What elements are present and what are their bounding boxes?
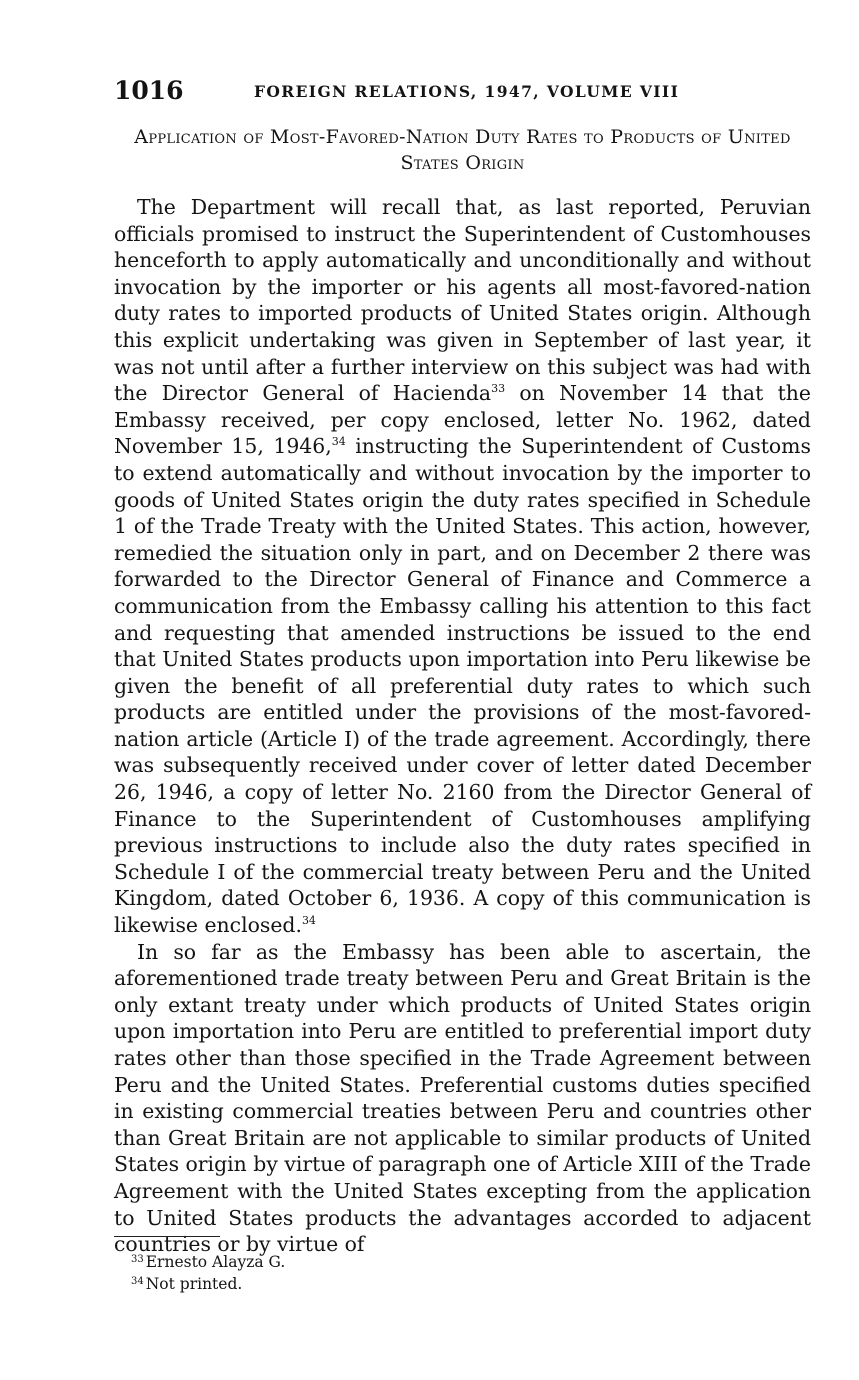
footnote-mark: 33 [131,1254,144,1265]
paragraph [114,194,811,939]
paragraph-text: The Department will recall that, as last reported, Peruvian officials promised to instruct the Superintendent of Customhouses henceforth to apply automatically and unconditionally and without invocation by the importer or his agents all most-favored-nation duty rates to imported products of United States origin. Although this explicit undertaking was given in September of last year, it was not until after a further interview on this subject was had with the Director General of Hacienda [114,195,811,406]
paragraph-text: on November 14 that the Embassy received, per copy enclosed, letter No. 1962, dated November 15, 1946, [114,381,811,459]
footnote-ref: 34 [301,914,316,928]
running-title: FOREIGN RELATIONS, 1947, VOLUME VIII [254,82,680,101]
page-number: 1016 [114,76,184,105]
footnote-ref: 34 [331,435,346,449]
paragraph-text: instructing the Superintendent of Customs to extend automatically and without invocation by the importer to goods of United States origin the duty rates specified in Schedule 1 of the Trade Treaty with the United States. This action, however, remedied the situation only in part, and on December 2 there was forwarded to the Director General of Finance and Commerce a communication from the Embassy calling his attention to this fact and requesting that amended instructions be issued to the end that United States products upon importation into Peru likewise be given the benefit of all preferential duty rates to which such products are entitled under the provisions of the most-favored-nation article (Article I) of the trade agreement. Accordingly, there was subsequently received under cover of letter dated December 26, 1946, a copy of letter No. 2160 from the Director General of Finance to the Superintendent of Customhouses amplifying previous instructions to include also the duty rates specified in Schedule I of the commercial treaty between Peru and the United Kingdom, dated October 6, 1936. A copy of this communication is likewise enclosed. [114,434,811,938]
footnote-divider [114,1236,220,1237]
footnotes [131,1250,285,1294]
footnote-ref: 33 [491,382,506,396]
paragraph: In so far as the Embassy has been able to ascertain, the aforementioned trade treaty between Peru and Great Britain is the only extant treaty under which products of United States origin upon importation into Peru are entitled to preferential import duty rates other than those specified in the Trade Agreement between Peru and the United States. Preferential customs duties specified in existing commercial treaties between Peru and countries other than Great Britain are not applicable to similar products of United States origin by virtue of paragraph one of Article XIII of the Trade Agreement with the United States excepting from the application to United States products the advantages accorded to adjacent countries or by virtue of [114,939,811,1257]
page-header [114,76,814,110]
section-title: Application of Most-Favored-Nation Duty Rates to Products of United States Origin [134,126,791,174]
footnote-mark: 34 [131,1276,144,1287]
footnote [131,1272,285,1294]
footnote-text: Not printed. [145,1275,243,1293]
footnote-text: Ernesto Alayza G. [145,1253,286,1271]
footnote [131,1250,285,1272]
body-text [114,194,811,1258]
